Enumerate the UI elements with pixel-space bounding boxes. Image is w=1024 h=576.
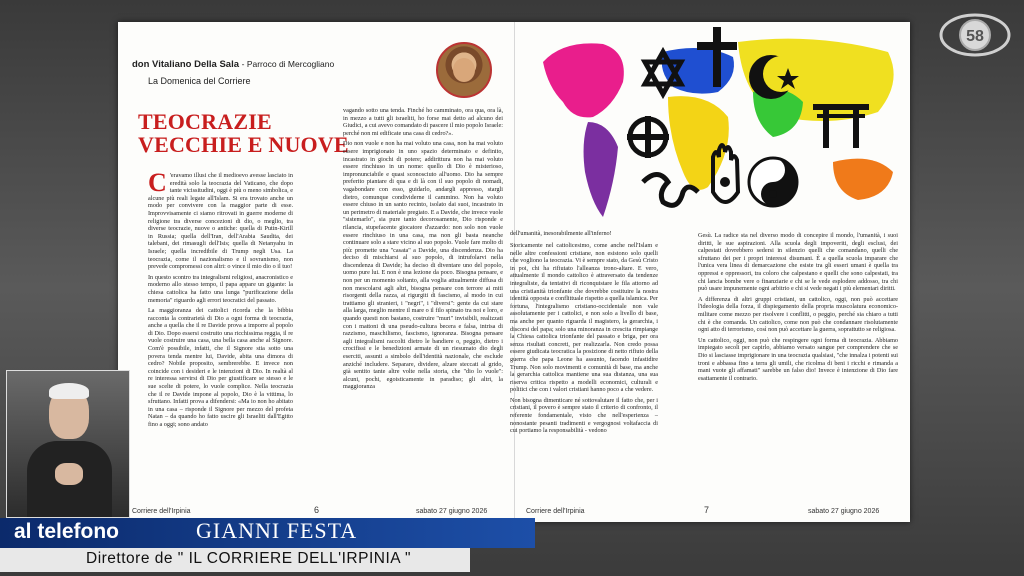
caller-hand [55,463,83,485]
newspaper-page-left [118,22,514,522]
paragraph: C 'eravamo illusi che il medioevo avesse lasciato in eredità solo la teocrazia del Vaticano, che dopo tante vicissitudini, oggi è più o meno simbolica, e alcune più reali legate all'Islam. Si era trovato anche un modo per convivere con la maggior parte di esse. Improvvisamente ci siamo ritrovati in guerre moderne di religione tra diverse concezioni di dio, o meglio, tra diverse teocrazie, nuove o antiche: quella di Putin-Kirill in Russia; quella dell'Iran, dell'Arabia Saudita, dei talebani, dei rimasugli dell'Isis; quella di Netanyahu in Israele; quella incredibile di Trump negli Usa. La teocrazia, come il nazionalismo e il sovranismo, non prevede compromessi con altri: o vince il mio dio o il tuo! [148,172,293,271]
author-portrait [436,42,492,98]
yin-yang-icon [749,158,797,206]
headline-line-2: VECCHIE E NUOVE [138,132,349,157]
caller-video-inset [6,370,130,518]
author-name: don Vitaliano Della Sala [132,59,239,70]
paragraph: La maggioranza dei cattolici ricorda che la bibbia racconta la contrarietà di Dio a ogni forma di teocrazia, anche a quella che il re Davide prova a imporre al popolo di Dio. Dopo essersi costruito una ricchissima reggia, il re vuole costruire una casa, una bella casa anche al Signore. Com'è possibile, infatti, che il Signore stia sotto una povera tenda mentre lui, Davide, abita una dimora di cedro? Nobile proposito, sembrerebbe. E invece non coincide con i desideri e le intenzioni di Dio. In realtà al re interessa servirsi di Dio per giustificare se stesso e le sue scelte di potere, lo vuole complice. Nella teocrazia che il re Davide impone al popolo, Dio è la vittima, lo sfruttano. Infatti prova a difendersi: «Ma io non ho abitato in una casa – risponde il Signore per mezzo del profeta Natan – da quando ho fatto uscire gli Israeliti dall'Egitto fino a oggi; sono andato [148,307,293,428]
continent-north-america [543,43,624,117]
channel-logo [938,10,1012,60]
column-3-intro: dell'umanità, inesorabilmente all'inferno! [510,230,612,237]
footer-paper-right: Corriere dell'Irpinia [526,508,585,515]
footer-date-right: sabato 27 giugno 2026 [808,508,880,515]
footer-paper-left: Corriere dell'Irpinia [132,508,191,515]
caption-label: al telefono [14,520,120,543]
paragraph: Gesù. La radice sta nel diverso modo di concepire il mondo, l'umanità, i suoi diritti, le sue aspirazioni. Alla scuola degli impoveriti, degli esclusi, dei calpestati dovrebbero sedersi in silenzio quelli che comandano, quelli che sfruttano dei per i propri interessi disumani. È a quella scuola imparare che l'unica vera linea di demarcazione che esiste tra gli esseri umani è quella tra oppressi e oppressori, tra coloro che calpestano e quelli che sono calpestati, tra chi lancia bombe vere o finanziarie e chi se le vede esplodere addosso, tra chi può usare impunemente ogni arbitrio e chi si vede negati i più elementari diritti. [698,232,898,293]
article-column-4 [698,232,898,497]
religions-map-illustration [533,22,907,227]
khanda-icon [627,116,669,158]
article-column-1 [148,172,293,497]
page-number-left: 6 [314,505,320,515]
author-role: - Parroco di Mercogliano [241,59,335,69]
portrait-face [453,58,475,82]
paragraph: In questo scontro tra integralismi religiosi, anacronistico e moderno allo stesso tempo, il papa appare un gigante: la chiesa cattolica ha fatto una lunga "purificazione della memoria" riguardo agli errori teocratici del passato. [148,273,293,304]
headline [138,110,349,156]
paragraph: vagando sotto una tenda. Finché ho camminato, ora qua, ora là, in mezzo a tutti gli israeliti, ho forse mai detto ad alcuno dei Giudici, a cui avevo comandato di pascere il mio popolo Israele: perché non mi edificate una casa di cedro?». [343,107,503,137]
continent-oceania [833,159,893,200]
article-column-3 [510,242,658,507]
drop-cap: C [148,172,167,197]
caption-role: Direttore de " IL CORRIERE DELL'IRPINIA " [86,550,412,567]
footer-date-left: sabato 27 giugno 2026 [416,508,488,515]
author-line [132,59,334,70]
paragraph: A differenza di altri gruppi cristiani, un cattolico, oggi, non può accettare l'ideologia della forza, il dispiegamento della propria muscolatura economico-militare come mezzo per risolvere i conflitti, o peggio, perché sia chiaro a tutti chi è che comanda. Un cattolico, come non può che condannare risolutamente ogni atto di terrorismo, così non può accettare la guerra, soprattutto se religiosa. [698,295,898,334]
paragraph: Non bisogna dimenticare né sottovalutare il fatto che, per i cristiani, il povero è sempre stato il criterio di confronto, il referente fondamentale, visto che nell'esperienza – nonostante pesanti tradimenti e vergognosi voltafaccia di cui portiamo la responsabilità - vedono [510,396,658,435]
continent-south-america [584,122,618,217]
logo-text: 58 [966,28,984,45]
section-kicker: La Domenica del Corriere [148,76,251,86]
hamsa-icon [713,145,738,202]
headline-line-1: TEOCRAZIE [138,109,272,134]
paragraph: Storicamente nel cattolicesimo, come anche nell'Islam e nelle altre confessioni cristiane, non esistono solo quelli che vogliono la teocrazia. Vi è sempre stato, da Gesù Cristo in poi, chi ha rifiutato l'alleanza trono-altare. E vero, attualmente il mondo cattolico è attraversato da tendenze integraliste, da tentativi di riconquistare le fila attorno ad una cristianità trionfante che dovrebbe costituire la nostra identità opposta e conflittuale rispetto a quella islamica. Per fortuna, l'integralismo cristiano-occidentale non vale assolutamente per i cattolici, e non solo a livello di base, ma anche per quanto riguarda il magistero, la gerarchia, i discorsi del papa; solo una minoranza in crescita rimpiange la Chiesa cattolica trionfante del passato e briga, per ora senza risultati concreti, per realizzarla. Non credo possa essere giudicata teocratica la posizione di netto rifiuto della guerra che papa Leone ha assunto, facendo infastidire Trump. Non solo movimenti e comunità di base, ma anche la gerarchia cattolica mantiene una sua distanza, una sua riserva critica rispetto a modelli economici, culturali e politici che con i valori cristiani hanno poco a che vedere. [510,242,658,394]
newspaper-spread [118,22,910,522]
caller-hair [49,383,89,399]
page-number-right: 7 [704,505,710,515]
paragraph: Dio non vuole e non ha mai voluto una casa, non ha mai voluto essere imprigionato in uno spazio determinato e definito, incastrato in giochi di potere; addirittura non ha mai voluto essere rinchiuso in un nome: quello di Dio è misterioso, impronunciabile e quasi sconosciuto all'uomo. Dio ha sempre preferito piantare di qua e di là con il suo popolo di nomadi, vagabondare con esso, guidarlo, andargli appresso, stargli dietro, comunque condividerne il cammino. Non ha voluto essere chiuso in un santo recinto, isolato dai suoi, incastrato in un perimetro di materiale pregiato. E a Davide, che invece vuole "sistemarlo", sia pure tanto decorosamente, Dio risponde e rilancia, stupefacente giocatore d'azzardo: non solo non vuole essere rinchiuso in una casa, ma non gli basta neanche continuare solo a stare vicino al suo popolo. Vuole fare molto di più: promette una "casata" a Davide, una discendenza. Dio ha deciso di mischiarsi al suo popolo, di intrufolarvi nella discendenza di Davide; ha deciso di diventare uno del popolo, uomo pure lui. E non è una lezione da poco. Bisogna pensare, e non per un momento soltanto, alla voglia attualmente diffusa di non mescolarsi agli altri, bisogna pensare con terrore ai miti risorgenti della razza, ai rigurgiti di fascismo, al modo in cui trattiamo gli stranieri, i "negri", i "diversi": gente da cui stare alla larga, meglio mentre il mare o il filo spinato tra noi e loro, e quando questi non bastano, costruire "muri" invisibili, realizzati con i mattoni di una pseudo-cultura becera e falsa, intrisa di razzismo, maschilismo, fascismo, ignoranza. Bisogna pensare agli integralismi raccolti dietro le bandiere o, peggio, dietro i crocifissi e le benedizioni armate di un riesumato dio degli eserciti, assunti a simbolo dell'identità nazionale, che esclude anziché includere. Separare, dividere, alzare steccati al grido, già sentito tante altre volte nella storia, che "dio lo vuole": alcuni, pochi, egoisticamente in paradiso; gli altri, la maggioranza [343,140,503,391]
continent-africa [668,96,729,190]
article-column-2 [343,107,503,497]
paragraph: Un cattolico, oggi, non può che respingere ogni forma di teocrazia. Abbiamo impiegato secoli per capirlo, abbiamo versato sangue per comprendere che se Dio si lasciasse imprigionare in una teocrazia qualsiasi, "che innalza i potenti sui troni e abbassa fino a terra gli umili, che ricolma di beni i ricchi e rimanda a mani vuote gli affamati" sarebbe un falso dio! Invece è intenzione di Dio fare esattamente il contrario. [698,336,898,382]
caption-name: GIANNI FESTA [196,518,358,543]
